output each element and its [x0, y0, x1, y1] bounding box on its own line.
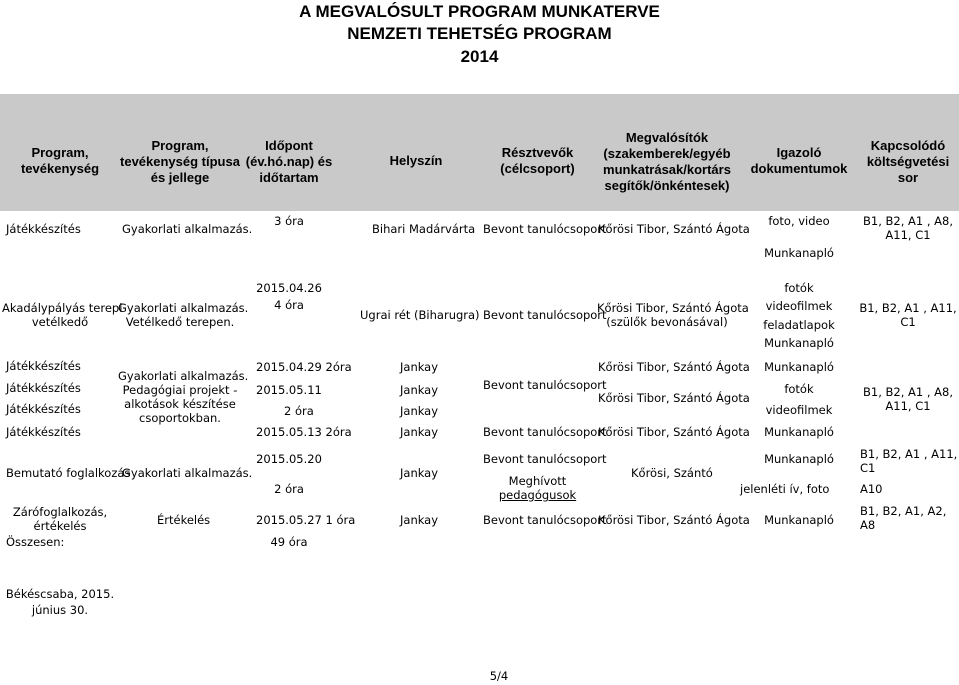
r3-type: Gyakorlati alkalmazás. Pedagógiai projekt - alkotások készítése csoportokban.: [118, 369, 249, 425]
r3-time-4: 2015.05.13 2óra: [256, 425, 352, 439]
r1-implementers: Kőrösi Tibor, Szántó Ágota: [598, 222, 750, 236]
r2-doc-worksheets: feladatlapok: [763, 318, 835, 332]
r5-doc-log: Munkanapló: [764, 513, 834, 527]
r3-time-1: 2015.04.29 2óra: [256, 360, 352, 374]
r3-cost: B1, B2, A1 , A8, A11, C1: [862, 385, 954, 413]
r2-place: Ugrai rét (Biharugra): [360, 308, 480, 322]
r1-time: 3 óra: [274, 214, 304, 228]
r5-participants: Bevont tanulócsoport: [483, 513, 607, 527]
r1-type: Gyakorlati alkalmazás.: [122, 222, 253, 236]
r1-doc-log: Munkanapló: [764, 246, 834, 260]
total-value: 49 óra: [270, 535, 308, 549]
r4-cost-2: A10: [860, 482, 883, 496]
r4-place: Jankay: [400, 466, 439, 480]
r3-place-2: Jankay: [400, 383, 439, 397]
r2-type: Gyakorlati alkalmazás. Vetélkedő terepen.: [118, 301, 249, 329]
r5-cost: B1, B2, A1, A2, A8: [860, 504, 947, 532]
r2-doc-photos: fotók: [784, 281, 814, 295]
r5-time: 2015.05.27 1 óra: [256, 513, 356, 527]
r4-type: Gyakorlati alkalmazás.: [122, 466, 253, 480]
r4-participants-2: Meghívott pedagógusok: [498, 474, 577, 502]
r3-time-2: 2015.05.11: [256, 383, 322, 397]
r2-program: Akadálypályás terepi vetélkedő: [2, 301, 123, 329]
r3-doc-log-2: Munkanapló: [764, 425, 834, 439]
total-label: Összesen:: [6, 535, 65, 549]
r3-participants-2: Bevont tanulócsoport: [483, 425, 607, 439]
r5-implementers: Kőrösi Tibor, Szántó Ágota: [598, 513, 750, 527]
r3-implementers-2: Kőrösi Tibor, Szántó Ágota: [598, 391, 750, 405]
r2-doc-log: Munkanapló: [764, 336, 834, 350]
r4-date: 2015.05.20: [256, 452, 322, 466]
header-implementers: Megvalósítók (szakemberek/egyéb munkatrásak/kortárs segítők/önkéntesek): [603, 130, 731, 193]
r4-doc-attendance: jelenléti ív, foto: [740, 482, 830, 496]
place-date: Békéscsaba, 2015. június 30.: [5, 587, 115, 617]
r3-time-3: 2 óra: [284, 404, 314, 418]
r1-doc-photo-video: foto, video: [768, 214, 830, 228]
r3-program-1: Játékkészítés: [6, 359, 81, 373]
r1-program: Játékkészítés: [6, 222, 81, 236]
r2-date: 2015.04.26: [256, 281, 322, 295]
r3-implementers-1: Kőrösi Tibor, Szántó Ágota: [598, 360, 750, 374]
r3-program-3: Játékkészítés: [6, 402, 81, 416]
r2-implementers: Kőrösi Tibor, Szántó Ágota (szülők bevonásával): [597, 301, 749, 329]
r3-doc-log-1: Munkanapló: [764, 360, 834, 374]
r1-cost: B1, B2, A1 , A8, A11, C1: [862, 214, 954, 242]
r4-implementers: Kőrösi, Szántó: [631, 466, 713, 480]
doc-title-line3: 2014: [460, 47, 499, 66]
r5-type: Értékelés: [157, 513, 211, 527]
doc-title-line1: A MEGVALÓSULT PROGRAM MUNKATERVE: [299, 2, 660, 21]
r4-cost-1: B1, B2, A1 , A11, C1: [860, 447, 958, 475]
r3-doc-photos: fotók: [784, 382, 814, 396]
r5-place: Jankay: [400, 513, 439, 527]
r3-doc-videos: videofilmek: [765, 403, 833, 417]
r4-program: Bemutató foglalkozás: [6, 466, 131, 480]
r1-participants: Bevont tanulócsoport: [483, 222, 607, 236]
r2-time: 4 óra: [274, 298, 304, 312]
r5-program: Zárófoglalkozás, értékelés: [12, 505, 108, 533]
header-time: Időpont (év.hó.nap) és időtartam: [245, 138, 333, 185]
header-program: Program, tevékenység: [20, 145, 100, 176]
r3-place-1: Jankay: [400, 360, 439, 374]
r2-participants: Bevont tanulócsoport: [483, 308, 607, 322]
r3-place-3: Jankay: [400, 404, 439, 418]
r3-program-4: Játékkészítés: [6, 425, 81, 439]
header-type: Program, tevékenység típusa és jellege: [120, 138, 240, 185]
r4-time: 2 óra: [274, 482, 304, 496]
r3-program-2: Játékkészítés: [6, 381, 81, 395]
r3-participants-1: Bevont tanulócsoport: [483, 378, 607, 392]
r4-participants-1: Bevont tanulócsoport: [483, 452, 607, 466]
page-number: 5/4: [489, 669, 509, 683]
r2-doc-videos: videofilmek: [765, 299, 833, 313]
r1-place: Bihari Madárvárta: [372, 222, 476, 236]
header-docs: Igazoló dokumentumok: [750, 145, 848, 176]
r2-cost: B1, B2, A1 , A11, C1: [859, 301, 957, 329]
header-cost: Kapcsolódó költségvetési sor: [866, 138, 950, 185]
doc-title-line2: NEMZETI TEHETSÉG PROGRAM: [347, 24, 612, 43]
header-place: Helyszín: [389, 153, 443, 168]
r3-implementers-3: Kőrösi Tibor, Szántó Ágota: [598, 425, 750, 439]
r3-place-4: Jankay: [400, 425, 439, 439]
header-participants: Résztvevők (célcsoport): [500, 145, 575, 176]
r4-doc-log: Munkanapló: [764, 452, 834, 466]
